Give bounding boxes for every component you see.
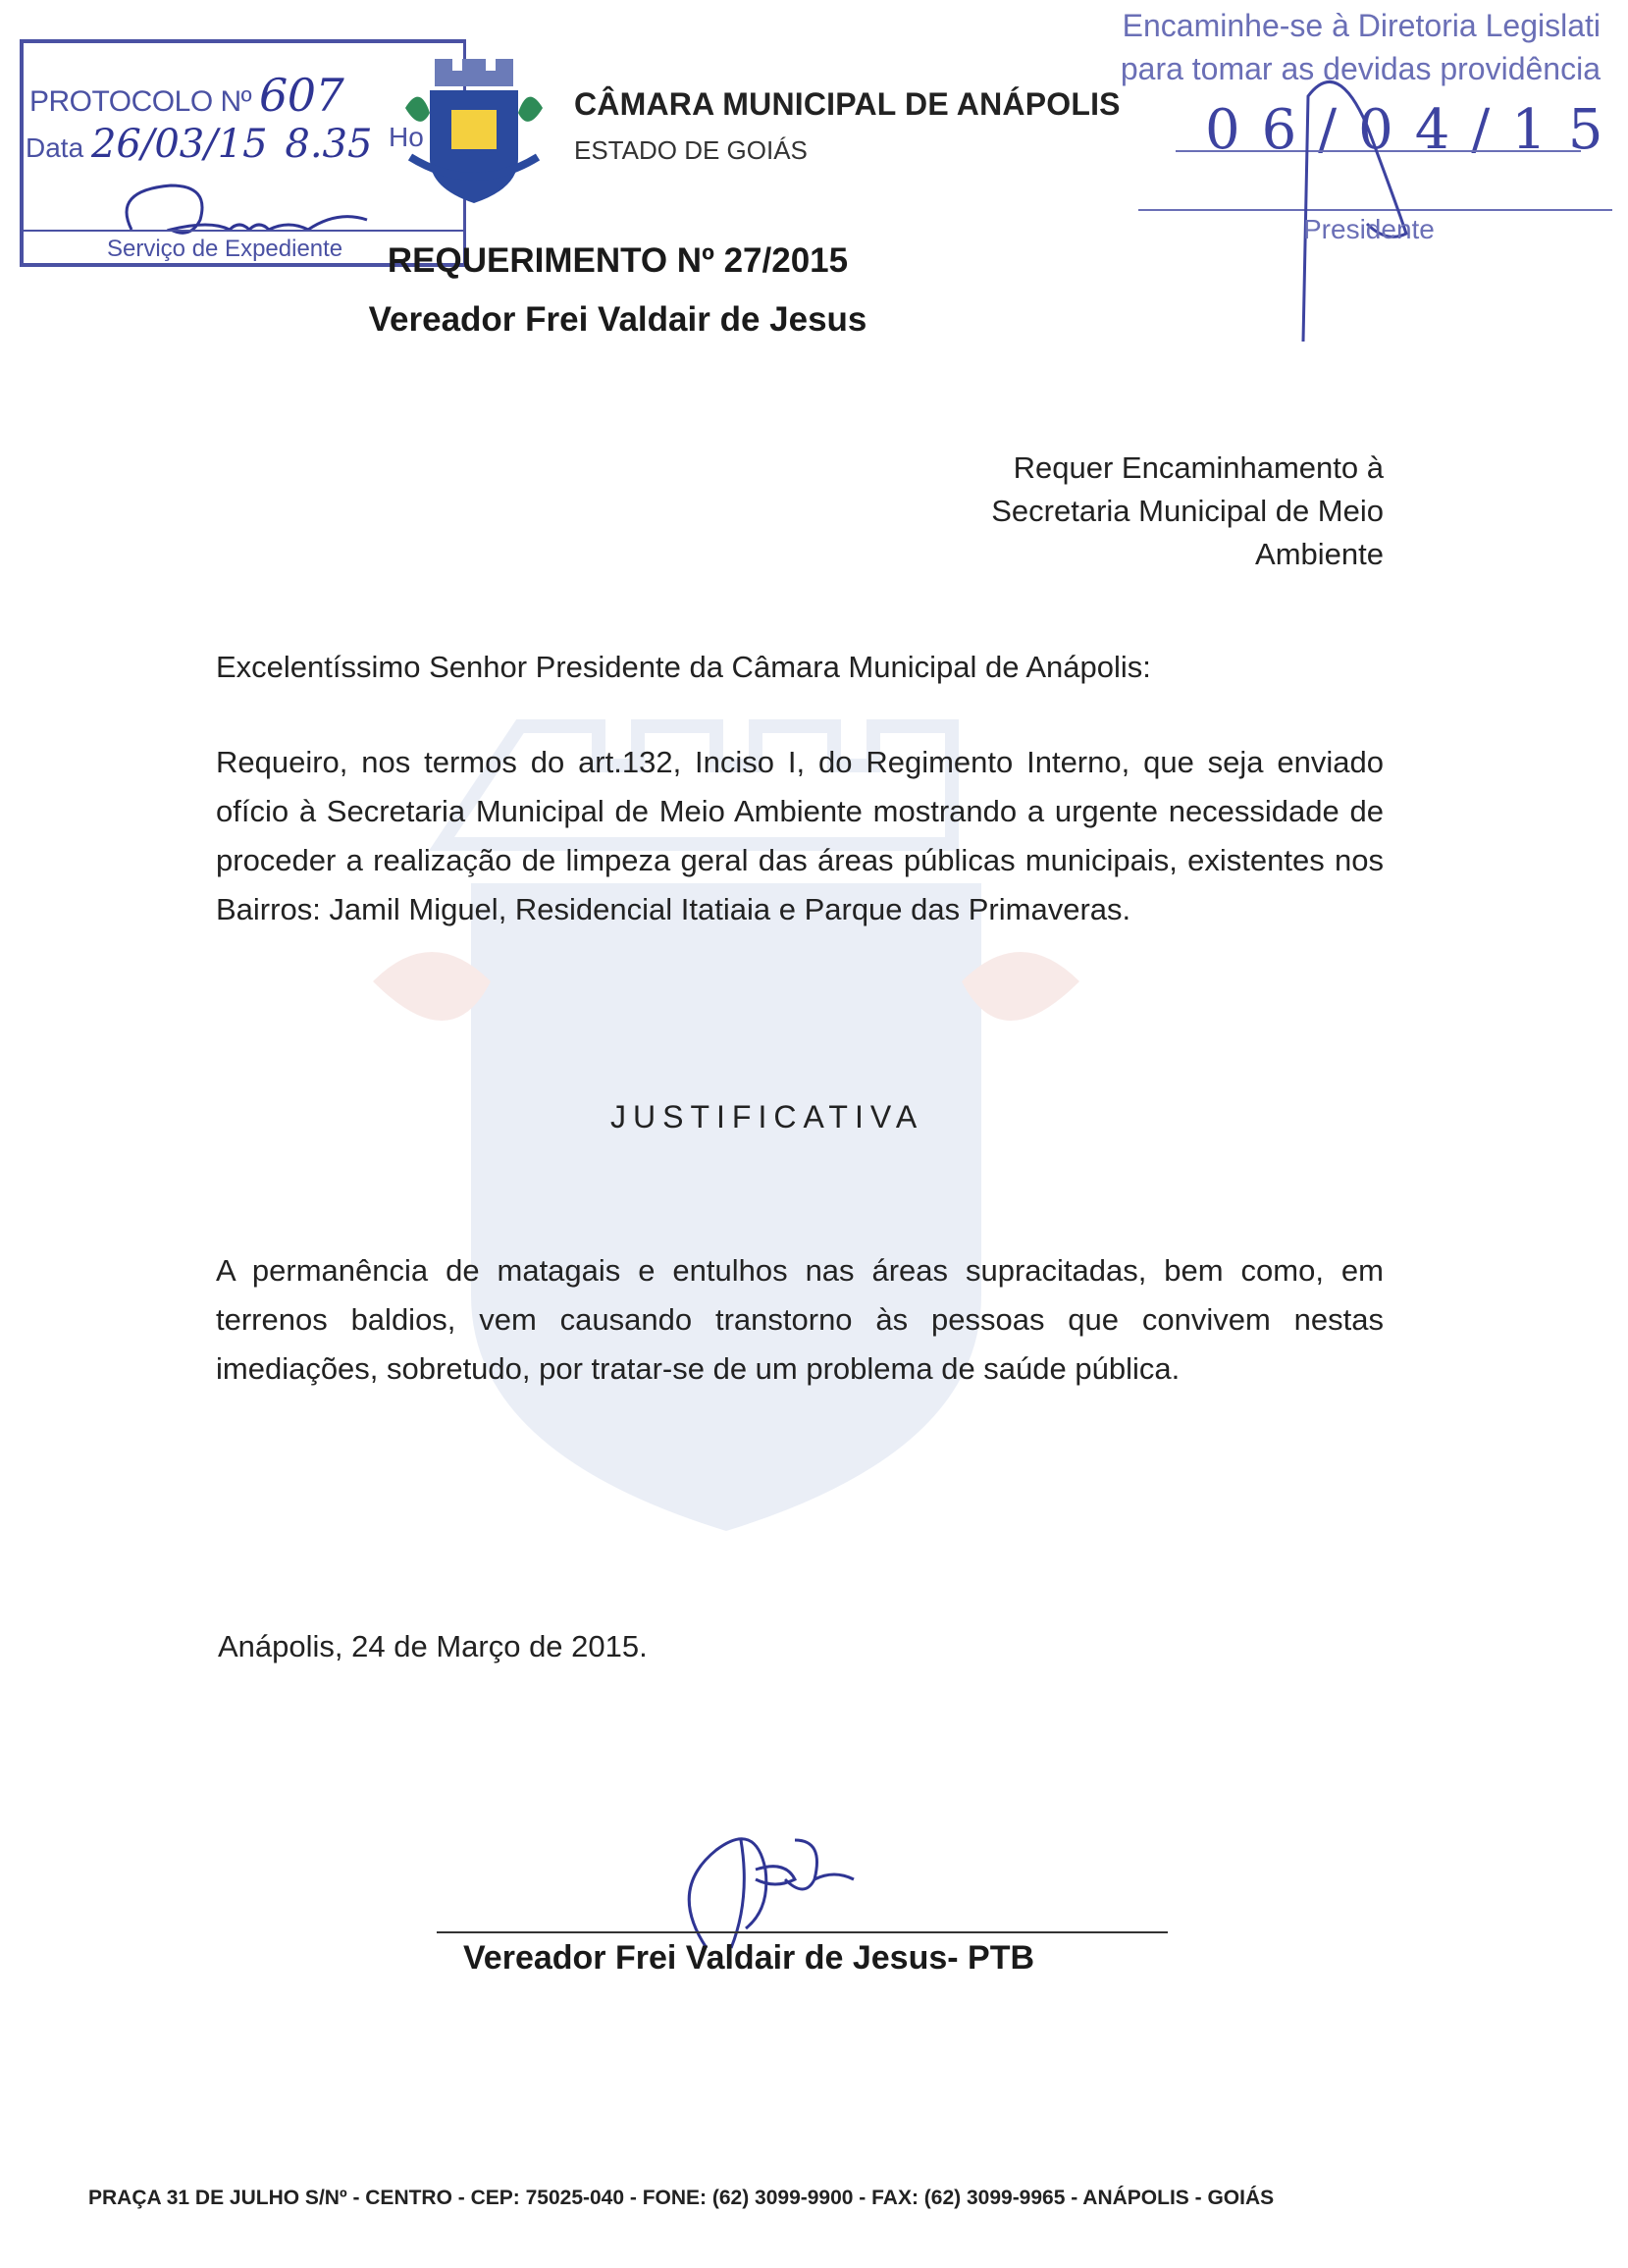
signatory-name: Vereador Frei Valdair de Jesus- PTB: [463, 1939, 1035, 1977]
handwritten-signature: [648, 1811, 873, 1958]
subject-line: Secretaria Municipal de Meio: [991, 494, 1384, 528]
greeting: Excelentíssimo Senhor Presidente da Câmara Municipal de Anápolis:: [216, 650, 1151, 684]
dispatch-date: 06/04/15: [1205, 98, 1625, 162]
institution-subtitle: ESTADO DE GOIÁS: [574, 135, 808, 165]
institution-title: CÂMARA MUNICIPAL DE ANÁPOLIS: [574, 86, 1121, 122]
protocol-time: 8.35: [285, 122, 373, 167]
subject-line: Requer Encaminhamento à: [1013, 450, 1384, 485]
protocol-date-label: Data: [26, 132, 84, 163]
dispatch-president-label: Presidente: [1303, 214, 1435, 244]
subject-line: Ambiente: [1255, 537, 1384, 571]
justification-body: A permanência de matagais e entulhos nas áreas supracitadas, bem como, em terrenos baldios, vem causando transtorno às pessoas que convivem nestas imediações, sobretudo, por tratar-se de um problema de saúde pública.: [216, 1253, 1384, 1386]
dispatch-stamp: [1120, 8, 1625, 342]
footer-address: PRAÇA 31 DE JULHO S/Nº - CENTRO - CEP: 75025-040 - FONE: (62) 3099-9900 - FAX: (62) 3099-9965 - ANÁPOLIS - GOIÁS: [88, 2187, 1275, 2209]
protocol-number-row: [29, 69, 343, 122]
document-title: REQUERIMENTO Nº 27/2015: [387, 241, 849, 280]
protocol-date: 26/03/15: [90, 122, 268, 167]
protocol-service-label: Serviço de Expediente: [107, 236, 343, 262]
protocol-label: PROTOCOLO Nº: [29, 85, 252, 118]
protocol-stamp: [20, 39, 466, 267]
protocol-date-row: [26, 122, 372, 167]
dispatch-line-1: Encaminhe-se à Diretoria Legislati: [1122, 8, 1601, 43]
document-author: Vereador Frei Valdair de Jesus: [368, 300, 867, 339]
protocol-number: 607: [258, 69, 344, 122]
protocol-hora-label: Ho: [389, 122, 424, 152]
protocol-divider: [24, 230, 463, 232]
municipal-crest: [400, 49, 548, 206]
justification-heading: JUSTIFICATIVA: [610, 1099, 924, 1134]
dispatch-line-2: para tomar as devidas providência: [1120, 51, 1601, 86]
request-body: Requeiro, nos termos do art.132, Inciso I, do Regimento Interno, que seja enviado ofício à Secretaria Municipal de Meio Ambiente mostrando a urgente necessidade de proceder a realização de limpeza geral das áreas públicas municipais, existentes nos Bairros: Jamil Miguel, Residencial Itatiaia e Parque das Primaveras.: [216, 745, 1384, 926]
document-subject: [883, 447, 1384, 576]
place-and-date: Anápolis, 24 de Março de 2015.: [218, 1629, 648, 1663]
signature-line: [437, 1931, 1168, 1933]
